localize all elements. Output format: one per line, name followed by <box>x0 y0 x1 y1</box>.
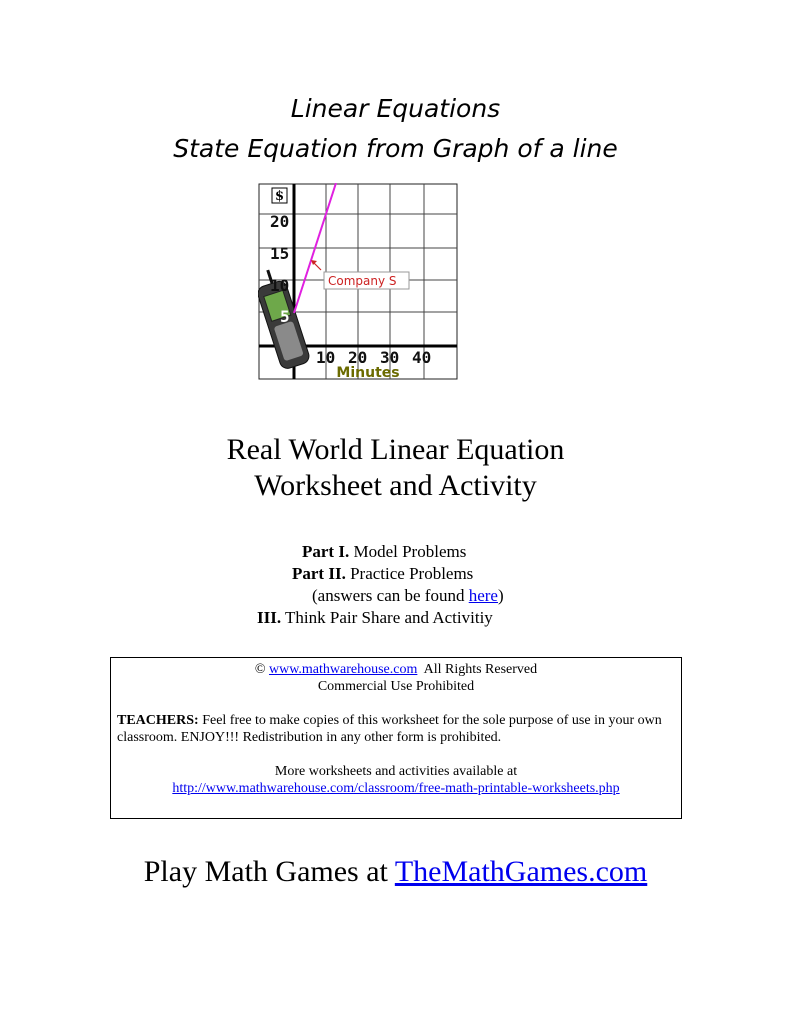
part-2: Part II. Practice Problems <box>292 564 474 583</box>
company-s-graph <box>258 183 458 380</box>
y-tick-10: 10 <box>270 276 290 295</box>
worksheet-title-line-2: Worksheet and Activity <box>254 469 537 502</box>
part-3: III. Think Pair Share and Activitiy <box>257 608 493 627</box>
company-s-label: Company S <box>328 274 397 288</box>
mathwarehouse-link[interactable]: www.mathwarehouse.com <box>268 662 418 677</box>
x-tick-10: 10 <box>316 348 336 367</box>
worksheet-title-line-1: Real World Linear Equation <box>226 433 565 466</box>
play-math-games: Play Math Games at TheMathGames.com <box>143 855 648 888</box>
x-tick-40: 40 <box>412 348 432 367</box>
x-tick-20: 20 <box>348 348 368 367</box>
worksheets-link[interactable]: http://www.mathwarehouse.com/classroom/free-math-printable-worksheets.php <box>172 781 620 796</box>
teachers-note: TEACHERS: Feel free to make copies of this worksheet for the sole purpose of use in your own classroom. ENJOY!!! Redistribution in any other form is prohibited. <box>117 713 662 745</box>
commercial-line: Commercial Use Prohibited <box>317 679 475 694</box>
x-tick-30: 30 <box>380 348 400 367</box>
title-line-2: State Equation from Graph of a line <box>173 134 618 163</box>
y-axis-label: $ <box>274 189 285 204</box>
themathgames-link[interactable]: TheMathGames.com <box>394 855 648 888</box>
copyright-box <box>110 657 682 819</box>
y-tick-15: 15 <box>270 244 290 263</box>
x-axis-label: Minutes <box>336 365 400 380</box>
part-1: Part I. Model Problems <box>302 542 467 561</box>
y-tick-20: 20 <box>270 212 290 231</box>
more-worksheets: More worksheets and activities available at <box>274 764 518 779</box>
more-worksheets-link-line <box>111 780 681 797</box>
answers-note: (answers can be found here) <box>312 586 504 605</box>
title-line-1: Linear Equations <box>290 94 501 123</box>
y-tick-5: 5 <box>280 307 290 326</box>
answers-link[interactable]: here <box>468 586 498 605</box>
copyright-line: © www.mathwarehouse.com All Rights Reserved <box>254 662 538 677</box>
